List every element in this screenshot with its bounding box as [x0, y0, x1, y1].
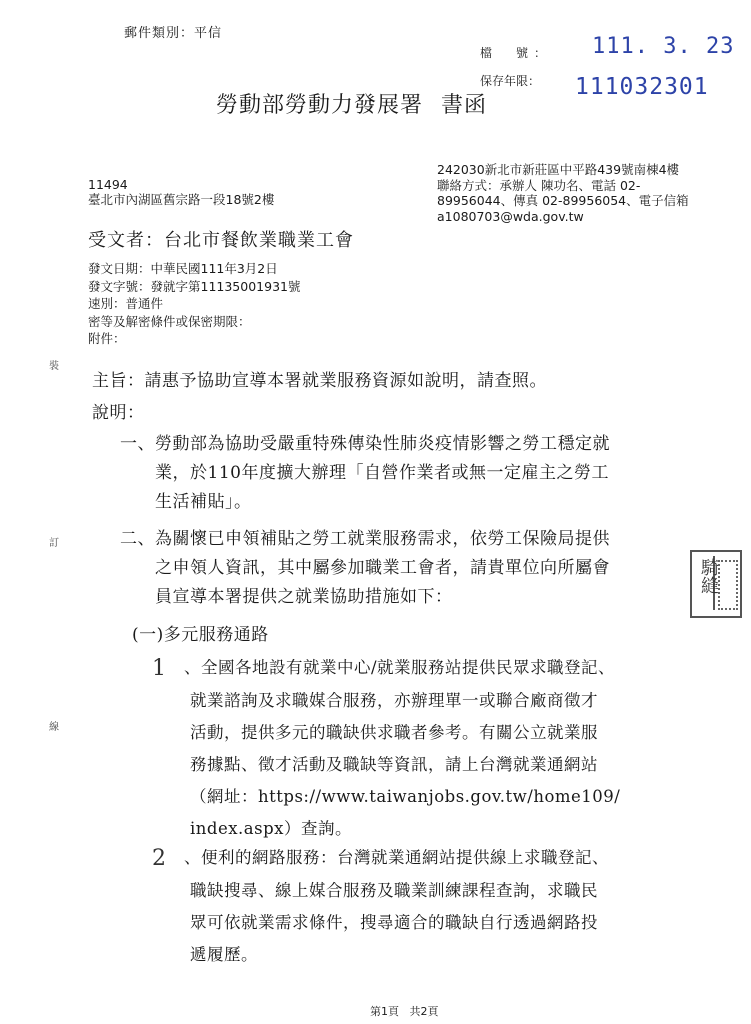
point-number: 1: [152, 656, 167, 681]
explanation-item-1: [120, 430, 610, 517]
sender-address: 242030新北市新莊區中平路439號南棟4樓: [437, 162, 680, 177]
recipient: 受文者：台北市餐飲業職業工會: [88, 230, 354, 251]
received-date-stamp: 111. 3. 23: [592, 34, 735, 59]
binding-mark: 裝: [49, 361, 59, 372]
paragraph-line: 之申領人資訊，其中屬參加職業工會者，請貴單位向所屬會: [120, 558, 610, 578]
issue-date: 發文日期：中華民國111年3月2日: [88, 261, 278, 276]
service-point-1: [152, 652, 620, 845]
paragraph-line: 活動，提供多元的職缺供求職者參考。有關公立就業服: [190, 723, 598, 742]
mail-type: 郵件類別：平信: [124, 26, 223, 41]
paragraph-line: 業，於110年度擴大辦理「自營作業者或無一定雇主之勞工: [120, 463, 609, 483]
page-number: 第1頁: [370, 1005, 399, 1018]
sender-email: a1080703@wda.gov.tw: [437, 208, 584, 224]
document-meta: [88, 260, 300, 348]
sender-contact-line: 89956044、傳真 02-89956054、電子信箱: [437, 193, 689, 208]
secrecy-level: 密等及解密條件或保密期限：: [88, 313, 251, 329]
receiver-address-block: [88, 177, 274, 207]
paragraph-line: 遞履歷。: [190, 945, 258, 964]
issuing-organization: 勞動部勞動力發展署: [216, 93, 424, 118]
attachment: 附件：: [88, 331, 126, 346]
paragraph-line: 就業諮詢及求職媒合服務，亦辦理單一或聯合廠商徵才: [190, 691, 598, 710]
paragraph-line: 一、勞動部為協助受嚴重特殊傳染性肺炎疫情影響之勞工穩定就: [120, 434, 610, 454]
file-number-label: 檔 號：: [480, 46, 553, 60]
paragraph-line: 職缺搜尋、線上媒合服務及職業訓練課程查詢，求職民: [190, 881, 598, 900]
point-number: 2: [152, 846, 167, 871]
retention-period-label: 保存年限：: [480, 74, 541, 88]
paragraph-line: 、全國各地設有就業中心/就業服務站提供民眾求職登記、: [184, 658, 616, 677]
paragraph-line: （網址：https://www.taiwanjobs.gov.tw/home109/: [190, 787, 621, 806]
paragraph-line: 眾可依就業需求條件，搜尋適合的職缺自行透過網路投: [190, 913, 598, 932]
paragraph-line: 、便利的網路服務：台灣就業通網站提供線上求職登記、: [184, 848, 609, 867]
paragraph-line: 員宣導本署提供之就業協助措施如下：: [120, 587, 453, 607]
seal-text: 騎縫: [698, 558, 719, 594]
paragraph-line: 生活補貼」。: [120, 492, 252, 512]
seam-seal: [690, 550, 742, 618]
document-type: 書函: [441, 93, 488, 118]
binding-mark: 線: [49, 722, 59, 733]
delivery-speed: 速別：普通件: [88, 296, 164, 311]
sender-contact-line: 聯絡方式：承辦人 陳功名、電話 02-: [437, 177, 641, 193]
page-total: 共2頁: [409, 1005, 439, 1018]
service-point-2: [152, 842, 609, 971]
explanation-item-2: [120, 525, 610, 612]
subsection-heading: (一)多元服務通路: [132, 625, 269, 645]
paragraph-line: 二、為關懷已申領補貼之勞工就業服務需求，依勞工保險局提供: [120, 529, 610, 549]
page-footer: [370, 1003, 439, 1019]
receiver-address: 臺北市內湖區舊宗路一段18號2樓: [88, 192, 275, 207]
paragraph-line: 務據點、徵才活動及職缺等資訊，請上台灣就業通網站: [190, 755, 598, 774]
received-number-stamp: 111032301: [575, 74, 709, 100]
explanation-label: 說明：: [92, 403, 145, 423]
subject: 主旨：請惠予協助宣導本署就業服務資源如說明，請查照。: [92, 371, 547, 391]
paragraph-line: index.aspx）查詢。: [190, 819, 352, 838]
binding-mark: 訂: [49, 538, 59, 549]
receiver-zip: 11494: [88, 177, 128, 192]
document-title: [216, 88, 487, 119]
sender-contact: [437, 162, 689, 224]
document-number: 發文字號：發就字第11135001931號: [88, 278, 301, 294]
